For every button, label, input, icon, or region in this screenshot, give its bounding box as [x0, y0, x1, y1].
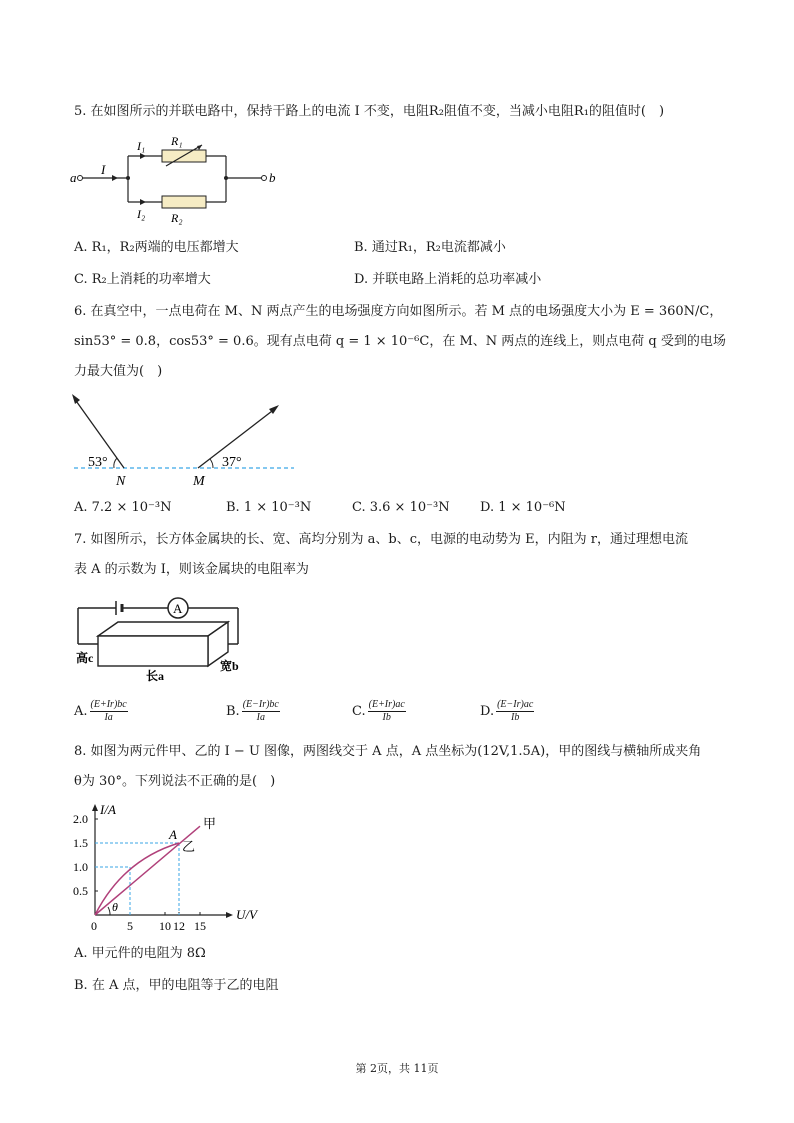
q6-option-c: C. 3.6 × 10⁻³N [352, 500, 450, 515]
q7-option-c: C. $\frac{(E+Ir)ac}{Ib}$ [352, 699, 405, 723]
label-I2: I₂ [137, 207, 146, 221]
q5-option-c: C. R₂上消耗的功率增大 [74, 272, 211, 287]
q7-option-b: B. $\frac{(E-Ir)bc}{Ia}$ [226, 699, 279, 723]
origin-label: 0 [91, 919, 97, 933]
label-a: a [70, 170, 77, 185]
point-n-label: N [116, 474, 126, 489]
label-I1: I₁ [137, 139, 146, 153]
q5-circuit-figure [70, 132, 280, 225]
q5-option-a: A. R₁，R₂两端的电压都增大 [74, 240, 239, 255]
r2-resistor [162, 196, 206, 208]
y-tick-label: 1.5 [73, 836, 88, 850]
point-a-label: A [169, 827, 177, 842]
length-a-label: 长a [146, 669, 165, 683]
y-axis-label: I/A [100, 802, 116, 817]
series-label-yi: 乙 [182, 839, 196, 854]
q6-field-figure [70, 390, 300, 490]
theta-label: θ [112, 900, 118, 914]
q6-option-a: A. 7.2 × 10⁻³N [74, 500, 172, 515]
point-m-label: M [193, 474, 205, 489]
x-axis-label: U/V [236, 907, 257, 922]
q8-line1: 8. 如图为两元件甲、乙的 I − U 图像，两图线交于 A 点，A 点坐标为(12V,1.5A)，甲的图线与横轴所成夹角 [74, 744, 702, 759]
x-axis-arrow [226, 912, 233, 918]
label-I: I [101, 162, 106, 177]
q6-line3: 力最大值为( ) [74, 364, 163, 379]
q7-line2: 表 A 的示数为 I，则该金属块的电阻率为 [74, 562, 309, 577]
q6-line2: sin53° = 0.8，cos53° = 0.6。现有点电荷 q = 1 × 10⁻⁶C，在 M、N 两点的连线上，则点电荷 q 受到的电场 [74, 334, 726, 349]
q7-option-a: A. $\frac{(E+Ir)bc}{Ia}$ [74, 699, 127, 723]
x-tick-label: 15 [194, 919, 206, 933]
angle-53-label: 53° [88, 455, 108, 470]
q5-option-d: D. 并联电路上消耗的总功率减小 [354, 272, 542, 287]
label-R2: R₂ [171, 211, 183, 225]
label-R1: R₁ [171, 134, 183, 148]
q5-stem: 5. 在如图所示的并联电路中，保持干路上的电流 I 不变，电阻R₂阻值不变，当减小电阻R₁的阻值时( ) [74, 104, 665, 119]
y-tick-label: 2.0 [73, 812, 88, 826]
y-axis-arrow [92, 804, 98, 811]
q6-line1: 6. 在真空中，一点电荷在 M、N 两点产生的电场强度方向如图所示。若 M 点的电场强度大小为 E = 360N/C， [74, 304, 723, 319]
ammeter-label: A [173, 601, 183, 616]
label-b: b [269, 170, 276, 185]
series-label-jia: 甲 [203, 816, 217, 832]
q7-metal-block-figure [72, 590, 252, 682]
x-tick-label: 12 [173, 919, 185, 933]
q8-option-b: B. 在 A 点，甲的电阻等于乙的电阻 [74, 978, 279, 993]
angle-37-label: 37° [222, 455, 242, 470]
theta-arc [108, 907, 110, 915]
y-tick-label: 1.0 [73, 860, 88, 874]
q6-option-b: B. 1 × 10⁻³N [226, 500, 312, 515]
q8-iu-chart [64, 798, 274, 938]
q8-option-a: A. 甲元件的电阻为 8Ω [74, 946, 206, 961]
q7-line1: 7. 如图所示，长方体金属块的长、宽、高均分别为 a、b、c，电源的电动势为 E，内阻为 r，通过理想电流 [74, 532, 688, 547]
height-c-label: 高c [76, 651, 94, 665]
q8-line2: θ为 30°。下列说法不正确的是( ) [74, 774, 276, 789]
q6-option-d: D. 1 × 10⁻⁶N [480, 500, 566, 515]
y-tick-label: 0.5 [73, 884, 88, 898]
width-b-label: 宽b [220, 659, 239, 673]
q7-option-d: D. $\frac{(E-Ir)ac}{Ib}$ [480, 699, 534, 723]
x-tick-label: 10 [159, 919, 171, 933]
page-footer: 第 2页，共 11页 [355, 1062, 439, 1075]
x-tick-label: 5 [127, 919, 133, 933]
q5-option-b: B. 通过R₁，R₂电流都减小 [354, 240, 506, 255]
